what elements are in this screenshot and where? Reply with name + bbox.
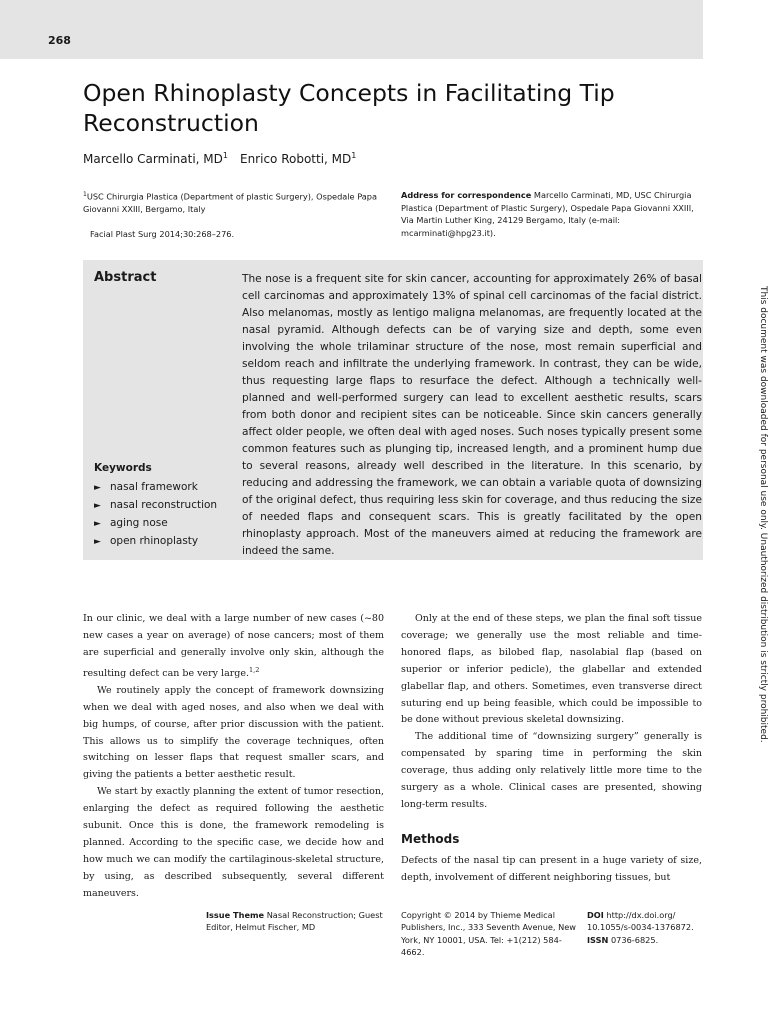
body-paragraph: Only at the end of these steps, we plan the final soft tissue coverage; we generally use the most reliable and time-honored flaps, as bilobed flap, nasolabial flap (based on superior or inferior pedicle), the glabellar and extended glabellar flap, and others. Sometimes, even transverse direct suturing end up being feasible, which could be impossible to be done without previous skeletal downsizing. (401, 613, 702, 726)
body-paragraph: We start by exactly planning the extent of tumor resection, enlarging the defect as required following the aesthetic subunit. Once this is done, the framework remodeling is planned. According to the specific case, we decide how and how much we can modify the cartilaginous-skeletal structure, by using, as described subsequently, several different maneuvers. (83, 786, 384, 899)
correspondence (401, 189, 703, 239)
body-paragraph: In our clinic, we deal with a large number of new cases (~80 new cases a year on average) of nose cancers; most of them are superficial and generally involve only skin, although the resulting defect can be very large.$^{1,2}$ (83, 613, 384, 679)
keywords-list (94, 479, 217, 551)
body-column-left (83, 611, 384, 903)
affiliation-text: USC Chirurgia Plastica (Department of plastic Surgery), Ospedale Papa Giovanni XXIII, Bergamo, Italy (83, 191, 377, 214)
footer-issue-theme: Issue Theme Nasal Reconstruction; Guest Editor, Helmut Fischer, MD (206, 910, 383, 933)
section-heading-methods: Methods (401, 831, 460, 846)
author-name: Marcello Carminati, MD (83, 152, 223, 166)
affiliation-mark: 1 (351, 151, 357, 160)
citation: Facial Plast Surg 2014;30:268–276. (90, 229, 235, 239)
affiliation-mark: 1 (83, 191, 87, 198)
keywords-heading: Keywords (94, 462, 152, 474)
author-name: Enrico Robotti, MD (239, 152, 352, 166)
body-paragraph: We routinely apply the concept of framework downsizing when we deal with aged noses, and also when we deal with big humps, of course, after prior discussion with the patient. This allows us to simplify the coverage techniques, often switching on lesser flaps that request smaller scars, and giving the patients a better aesthetic result. (83, 684, 384, 781)
footer-copyright: Copyright © 2014 by Thieme Medical Publishers, Inc., 333 Seventh Avenue, New York, NY 10001, USA. Tel: +1(212) 584-4662. (401, 910, 576, 957)
affiliation-mark: 1 (222, 151, 228, 160)
arrow-bullet-icon: ► (94, 519, 101, 529)
author-line (83, 151, 356, 166)
keyword-item: ► aging nose (94, 515, 217, 533)
body-paragraph: The additional time of “downsizing surgery” generally is compensated by sparing time in performing the skin coverage, thus adding only relatively little more time to the surgery as a whole. Clinical cases are presented, showing long-term results. (401, 731, 702, 810)
footer-doi: DOI http://dx.doi.org/ 10.1055/s-0034-1376872. ISSN 0736-6825. (587, 910, 694, 945)
abstract-text: The nose is a frequent site for skin cancer, accounting for approximately 26% of basal cell carcinomas and approximately 13% of spinal cell carcinomas of the facial district. Also melanomas, mostly as lentigo maligna melanomas, are frequently located at the nasal pyramid. Although defects can be of varying size and depth, some even involving the whole trilaminar structure of the nose, most remain superficial and seldom reach and infiltrate the underlying framework. In contrast, they can be wide, thus requesting large flaps to resurface the defect. Although a technically well-planned and well-performed surgery can lead to excellent aesthetic results, scars from both donor and recipient sites can be noticeable. Since skin cancers generally affect older people, we often deal with aged noses. Such noses typically present some common features such as plunging tip, increased length, and a prominent hump due to several reasons, already well described in the literature. In this scenario, by reducing and addressing the framework, we can obtain a variable quota of downsizing of the original defect, thus requiring less skin for coverage, and thus reducing the size of needed flaps and consequent scars. This is greatly facilitated by the open rhinoplasty approach. Most of the maneuvers aimed at reducing the framework are indeed the same. (242, 273, 702, 557)
header-bar (0, 0, 703, 59)
affiliation (83, 189, 383, 215)
doi-link[interactable]: http://dx.doi.org/ 10.1055/s-0034-1376872. (587, 910, 694, 933)
reference-mark: 1,2 (249, 665, 260, 674)
arrow-bullet-icon: ► (94, 537, 101, 547)
arrow-bullet-icon: ► (94, 501, 101, 511)
keyword-item: ► nasal framework (94, 479, 217, 497)
abstract-heading: Abstract (94, 270, 157, 285)
keyword-item: ► open rhinoplasty (94, 533, 217, 551)
keyword-item: ► nasal reconstruction (94, 497, 217, 515)
body-paragraph: Defects of the nasal tip can present in a huge variety of size, depth, involvement of different neighboring tissues, but (401, 854, 702, 883)
correspondence-text: Marcello Carminati, MD, USC Chirurgia Plastica (Department of Plastic Surgery), Ospedale Papa Giovanni XXIII, Via Martin Luther King, 24129 Bergamo, Italy (e-mail: mcarminati@hpg23.it). (401, 190, 694, 238)
arrow-bullet-icon: ► (94, 483, 101, 493)
distribution-notice: This document was downloaded for personal use only. Unauthorized distribution is strictly prohibited. (758, 286, 768, 743)
correspondence-label: Address for correspondence (401, 190, 532, 200)
article-title: Open Rhinoplasty Concepts in Facilitating Tip Reconstruction (83, 79, 615, 137)
page-number: 268 (48, 34, 71, 47)
body-column-right (401, 611, 702, 887)
